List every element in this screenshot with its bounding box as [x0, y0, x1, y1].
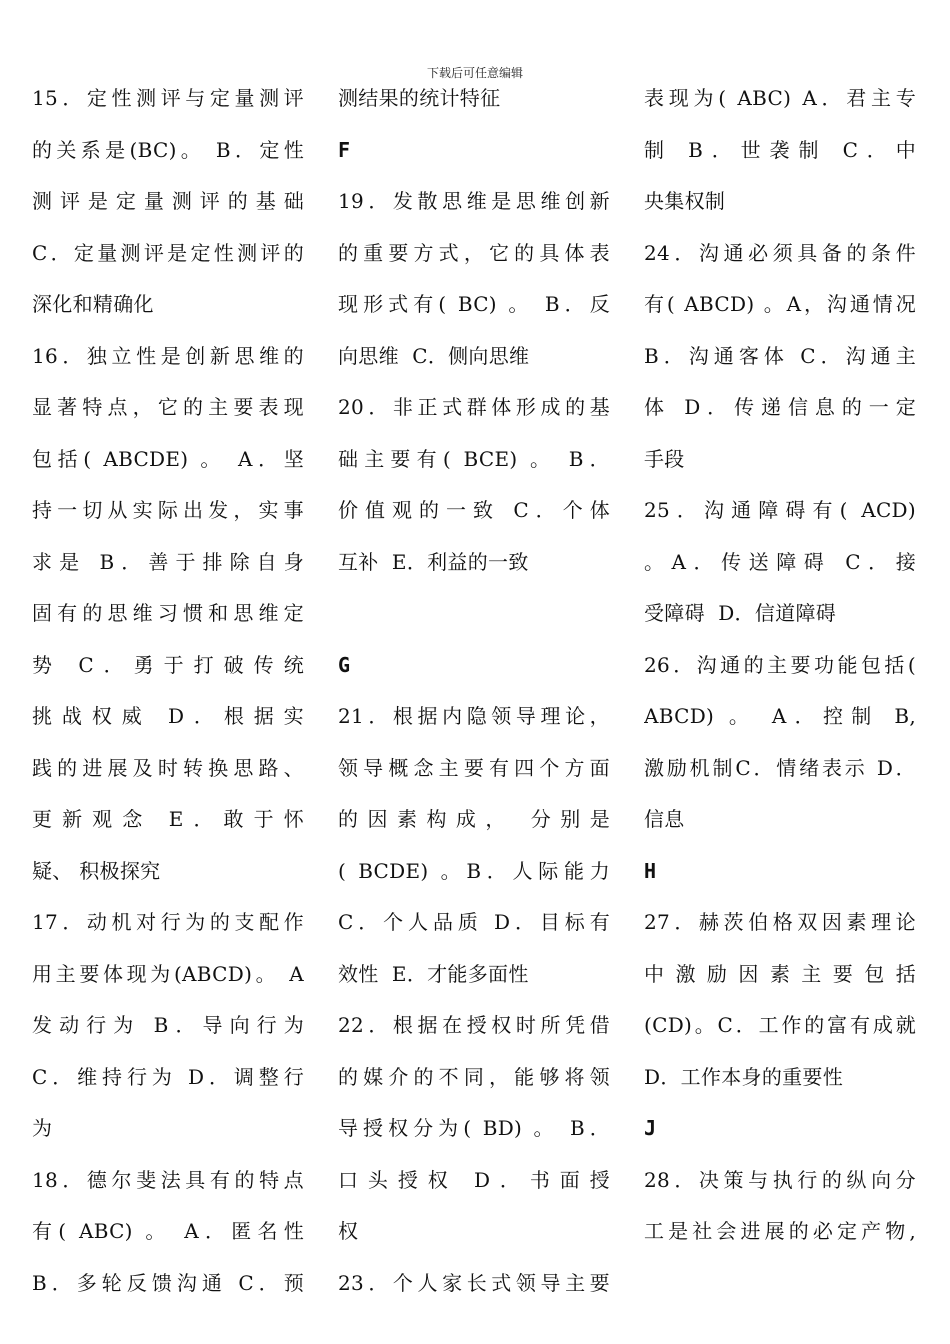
- text-line: 挑战权威 D．根据实: [32, 704, 304, 728]
- text-line: 受障碍 D．信道障碍: [644, 601, 837, 625]
- text-line: 效性 E．才能多面性: [338, 961, 529, 986]
- text-line: 深化和精确化: [32, 292, 154, 316]
- text-line: 显著特点，它的主要表现: [32, 395, 304, 419]
- text-line: 信息: [644, 807, 685, 831]
- text-line: 持一切从实际出发，实事: [32, 498, 304, 522]
- text-line: 导授权分为( BD) 。 B．: [338, 1116, 610, 1140]
- text-line: C．定量测评是定性测评的: [32, 240, 304, 265]
- text-line: 23．个人家长式领导主要: [338, 1270, 610, 1295]
- column-2: [338, 73, 610, 1309]
- text-line: 势 C．勇于打破传统: [32, 652, 304, 677]
- text-line: 工是社会进展的必定产物,: [644, 1219, 916, 1243]
- text-line: 更新观念 E．敢于怀: [32, 807, 304, 831]
- text-line: 21．根据内隐领导理论，: [338, 704, 610, 728]
- text-line: 测结果的统计特征: [338, 86, 501, 110]
- text-line: 求是 B．善于排除自身: [32, 549, 304, 574]
- text-line: 的因素构成， 分别是: [338, 807, 610, 831]
- section-letter: G: [338, 652, 351, 677]
- text-line: 践的进展及时转换思路、: [32, 755, 304, 780]
- text-line: 25．沟通障碍有( ACD): [644, 498, 916, 522]
- text-line: C．维持行为 D．调整行: [32, 1064, 304, 1089]
- text-line: D．工作本身的重要性: [644, 1064, 844, 1089]
- text-line: 口头授权 D．书面授: [338, 1167, 610, 1192]
- text-line: 础主要有( BCE) 。 B．: [338, 446, 610, 471]
- text-line: 的媒介的不同，能够将领: [338, 1064, 610, 1089]
- text-line: 26．沟通的主要功能包括(: [644, 652, 916, 677]
- text-line: 用主要体现为(ABCD)。 A: [32, 961, 304, 986]
- text-line: 包括( ABCDE) 。 A．坚: [32, 446, 304, 471]
- text-line: 18．德尔斐法具有的特点: [32, 1167, 304, 1192]
- section-letter: J: [644, 1116, 657, 1140]
- text-line: 的重要方式，它的具体表: [338, 240, 610, 265]
- text-line: 有( ABC) 。 A．匿名性: [32, 1219, 304, 1243]
- text-line: 有( ABCD) 。A，沟通情况: [644, 292, 916, 316]
- section-letter: F: [338, 137, 351, 162]
- text-line: 现形式有( BC) 。 B．反: [338, 292, 610, 316]
- text-line: C．个人品质 D．目标有: [338, 910, 610, 934]
- column-3: [644, 73, 916, 1258]
- text-line: 发动行为 B．导向行为: [32, 1013, 304, 1037]
- text-line: 20．非正式群体形成的基: [338, 395, 610, 419]
- text-line: (CD)。C．工作的富有成就: [644, 1013, 916, 1037]
- text-line: 28．决策与执行的纵向分: [644, 1167, 916, 1192]
- text-line: 权: [338, 1219, 359, 1243]
- text-line: 15．定性测评与定量测评: [32, 86, 304, 110]
- text-line: ( BCDE) 。B．人际能力: [338, 858, 610, 883]
- text-line: ABCD) 。 A．控制 B,: [644, 704, 916, 728]
- text-line: 27．赫茨伯格双因素理论: [644, 910, 916, 934]
- text-line: 互补 E．利益的一致: [338, 549, 529, 574]
- column-1: [32, 73, 304, 1309]
- text-line: 的关系是(BC)。 B．定性: [32, 137, 304, 162]
- text-line: 固有的思维习惯和思维定: [32, 601, 304, 625]
- text-line: 16．独立性是创新思维的: [32, 343, 304, 368]
- text-line: 价值观的一致 C．个体: [338, 498, 610, 522]
- text-line: 。A．传送障碍 C．接: [644, 549, 916, 574]
- page-header: 下载后可任意编辑: [426, 66, 523, 80]
- text-line: B．沟通客体 C．沟通主: [644, 343, 916, 368]
- text-line: 向思维 C．侧向思维: [338, 343, 530, 368]
- text-line: 表现为( ABC) A．君主专: [644, 86, 916, 110]
- text-line: [338, 588, 610, 640]
- text-line: 体 D．传递信息的一定: [644, 395, 916, 419]
- text-line: 激励机制C．情绪表示 D．: [644, 755, 916, 780]
- text-line: 手段: [644, 446, 685, 471]
- text-line: 中激励因素主要包括: [644, 961, 916, 986]
- text-line: 24．沟通必须具备的条件: [644, 240, 916, 265]
- text-line: 领导概念主要有四个方面: [338, 755, 610, 780]
- text-line: 央集权制: [644, 189, 726, 213]
- text-line: 测评是定量测评的基础: [32, 189, 304, 213]
- text-line: B．多轮反馈沟通 C．预: [32, 1270, 304, 1295]
- text-line: 制 B．世袭制 C．中: [644, 137, 916, 162]
- text-line: 疑、 积极探究: [32, 858, 161, 883]
- text-line: 17．动机对行为的支配作: [32, 910, 304, 934]
- section-letter: H: [644, 858, 657, 883]
- text-line: 19．发散思维是思维创新: [338, 189, 610, 213]
- text-line: 22．根据在授权时所凭借: [338, 1013, 610, 1037]
- text-line: 为: [32, 1116, 53, 1140]
